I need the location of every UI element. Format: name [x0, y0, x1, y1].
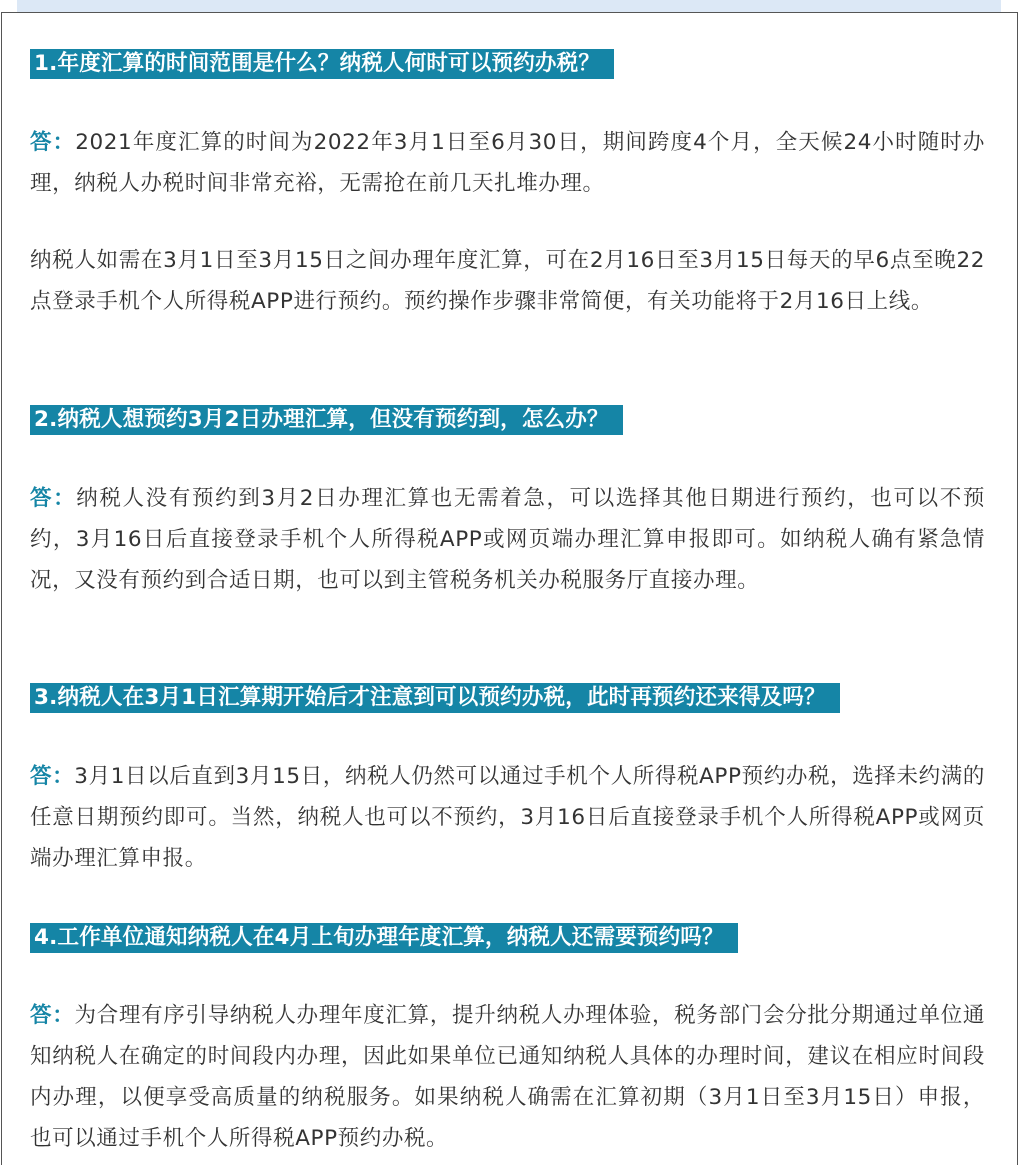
top-strip: [17, 0, 1001, 12]
answer-label: 答：: [30, 1003, 75, 1028]
answer-3-paragraph: [30, 756, 985, 879]
answer-label: 答：: [30, 486, 77, 511]
question-2-heading: 2.纳税人想预约3月2日办理汇算，但没有预约到，怎么办？: [30, 405, 623, 435]
answer-2-text: 纳税人没有预约到3月2日办理汇算也无需着急，可以选择其他日期进行预约，也可以不预约，3月16日后直接登录手机个人所得税APP或网页端办理汇算申报即可。如纳税人确有紧急情况，又没有预约到合适日期，也可以到主管税务机关办税服务厅直接办理。: [30, 486, 985, 593]
answer-2-paragraph: [30, 478, 985, 601]
answer-1-extra: [30, 240, 985, 322]
answer-2: [30, 478, 985, 601]
answer-3-text: 3月1日以后直到3月15日，纳税人仍然可以通过手机个人所得税APP预约办税，选择未约满的任意日期预约即可。当然，纳税人也可以不预约，3月16日后直接登录手机个人所得税APP或网页端办理汇算申报。: [30, 764, 985, 871]
question-4: [30, 923, 985, 953]
question-1: [30, 49, 985, 79]
question-2: [30, 405, 985, 435]
answer-label: 答：: [30, 130, 76, 155]
answer-1-text: 2021年度汇算的时间为2022年3月1日至6月30日，期间跨度4个月，全天候24小时随时办理，纳税人办税时间非常充裕，无需抢在前几天扎堆办理。: [30, 130, 986, 196]
question-1-heading: 1.年度汇算的时间范围是什么？纳税人何时可以预约办税？: [30, 49, 614, 79]
answer-3: [30, 756, 985, 879]
answer-1-extra-paragraph: 纳税人如需在3月1日至3月15日之间办理年度汇算，可在2月16日至3月15日每天的早6点至晚22点登录手机个人所得税APP进行预约。预约操作步骤非常简便，有关功能将于2月16日上线。: [30, 248, 985, 314]
answer-1: [30, 122, 985, 204]
answer-label: 答：: [30, 764, 75, 789]
question-4-heading: 4.工作单位通知纳税人在4月上旬办理年度汇算，纳税人还需要预约吗？: [30, 923, 738, 953]
answer-1-paragraph: [30, 122, 985, 204]
answer-4-text: 为合理有序引导纳税人办理年度汇算，提升纳税人办理体验，税务部门会分批分期通过单位通知纳税人在确定的时间段内办理，因此如果单位已通知纳税人具体的办理时间，建议在相应时间段内办理，以便享受高质量的纳税服务。如果纳税人确需在汇算初期（3月1日至3月15日）申报，也可以通过手机个人所得税APP预约办税。: [30, 1003, 986, 1151]
answer-4-paragraph: [30, 995, 985, 1159]
question-3-heading: 3.纳税人在3月1日汇算期开始后才注意到可以预约办税，此时再预约还来得及吗？: [30, 683, 840, 713]
question-3: [30, 683, 985, 713]
answer-4: [30, 995, 985, 1159]
